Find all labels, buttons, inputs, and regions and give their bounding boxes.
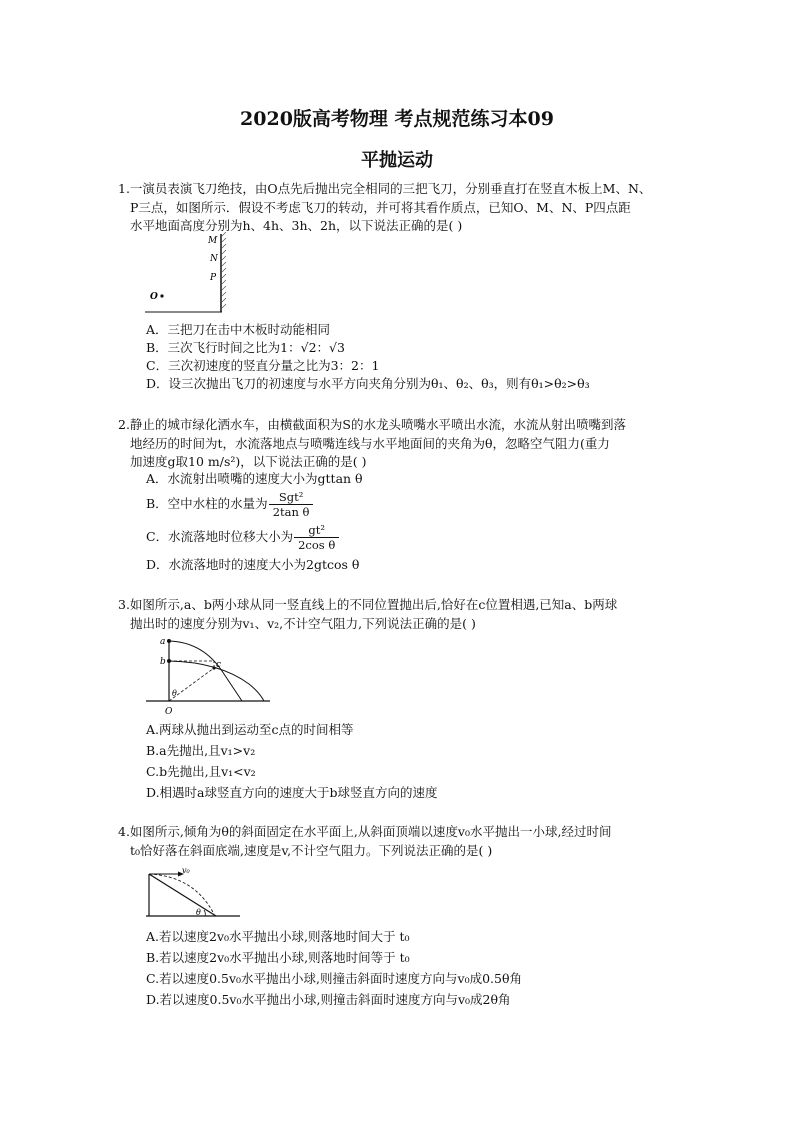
- question-1-option-d: D．设三次抛出飞刀的初速度与水平方向夹角分别为θ₁、θ₂、θ₃，则有θ₁>θ₂>θ₃: [146, 376, 590, 391]
- question-1-figure: [140, 232, 240, 316]
- label-v0: v₀: [182, 866, 190, 875]
- question-2-option-c: [146, 523, 339, 552]
- question-text-line: 4.如图所示,倾角为θ的斜面固定在水平面上,从斜面顶端以速度v₀水平抛出一小球,经过时间: [118, 824, 612, 839]
- label-o: O: [165, 707, 173, 717]
- question-text-line: 加速度g取10 m/s²)，以下说法正确的是( ): [130, 454, 367, 469]
- question-text-line: 2.静止的城市绿化洒水车，由横截面积为S的水龙头喷嘴水平喷出水流，水流从射出喷嘴到落: [118, 417, 626, 432]
- fraction: [294, 523, 339, 552]
- label-b: b: [160, 657, 166, 667]
- question-text-line: 1.一演员表演飞刀绝技，由O点先后抛出完全相同的三把飞刀，分别垂直打在竖直木板上M、N、: [118, 181, 652, 196]
- label-p: P: [210, 273, 217, 283]
- label-c: c: [216, 660, 222, 670]
- question-3-option-a: A.两球从抛出到运动至c点的时间相等: [146, 722, 354, 737]
- document-subtitle: 平抛运动: [361, 150, 433, 171]
- option-text: B．空中水柱的水量为: [146, 496, 268, 511]
- question-3-stem: [118, 596, 678, 633]
- question-1-option-b: B．三次飞行时间之比为1：√2：√3: [146, 340, 345, 355]
- fraction-denominator: 2cos θ: [298, 538, 336, 552]
- question-text-line: 抛出时的速度分别为v₁、v₂,不计空气阻力,下列说法正确的是( ): [130, 615, 476, 631]
- question-text-line: t₀恰好落在斜面底端,速度是v,不计空气阻力。下列说法正确的是( ): [130, 842, 493, 858]
- question-4-option-c: C.若以速度0.5v₀水平抛出小球,则撞击斜面时速度方向与v₀成0.5θ角: [146, 971, 522, 986]
- question-text-line: P三点，如图所示．假设不考虑飞刀的转动，并可将其看作质点，已知O、M、N、P四点距: [130, 199, 631, 215]
- fraction-numerator: Sgt²: [269, 490, 314, 505]
- label-n: N: [210, 254, 218, 264]
- question-text-line: 水平地面高度分别为h、4h、3h、2h，以下说法正确的是( ): [130, 218, 463, 233]
- question-3-option-c: C.b先抛出,且v₁<v₂: [146, 764, 256, 779]
- question-2-option-b: [146, 490, 313, 519]
- question-4-stem: [118, 823, 678, 860]
- question-4-figure: [144, 866, 244, 922]
- fraction: [269, 490, 314, 519]
- question-2-option-d: D．水流落地时的速度大小为2gtcos θ: [146, 557, 360, 572]
- question-4-option-a: A.若以速度2v₀水平抛出小球,则落地时间大于 t₀: [146, 929, 410, 944]
- label-theta: θ: [172, 689, 177, 698]
- question-4-option-d: D.若以速度0.5v₀水平抛出小球,则撞击斜面时速度方向与v₀成2θ角: [146, 992, 511, 1007]
- question-3-option-b: B.a先抛出,且v₁>v₂: [146, 743, 256, 758]
- label-m: M: [208, 236, 218, 246]
- question-2-option-a: A．水流射出喷嘴的速度大小为gttan θ: [146, 471, 363, 486]
- question-4-option-b: B.若以速度2v₀水平抛出小球,则落地时间等于 t₀: [146, 950, 410, 965]
- question-text-line: 地经历的时间为t，水流落地点与喷嘴连线与水平地面间的夹角为θ，忽略空气阻力(重力: [130, 435, 610, 451]
- question-1-option-a: A．三把刀在击中木板时动能相同: [146, 322, 331, 337]
- label-theta: θ: [196, 908, 201, 917]
- label-a: a: [160, 637, 166, 647]
- label-o: O: [150, 292, 158, 302]
- question-3-option-d: D.相遇时a球竖直方向的速度大于b球竖直方向的速度: [146, 785, 438, 800]
- question-text-line: 3.如图所示,a、b两小球从同一竖直线上的不同位置抛出后,恰好在c位置相遇,已知a、b两球: [118, 597, 618, 612]
- document-title: 2020版高考物理 考点规范练习本09: [240, 108, 554, 130]
- fraction-numerator: gt²: [294, 523, 339, 538]
- fraction-denominator: 2tan θ: [272, 505, 310, 519]
- option-text: C．水流落地时位移大小为: [146, 529, 294, 544]
- question-1-stem: [118, 180, 678, 236]
- question-3-figure: [144, 634, 274, 718]
- question-1-option-c: C．三次初速度的竖直分量之比为3：2：1: [146, 358, 380, 373]
- question-2-stem: [118, 416, 678, 472]
